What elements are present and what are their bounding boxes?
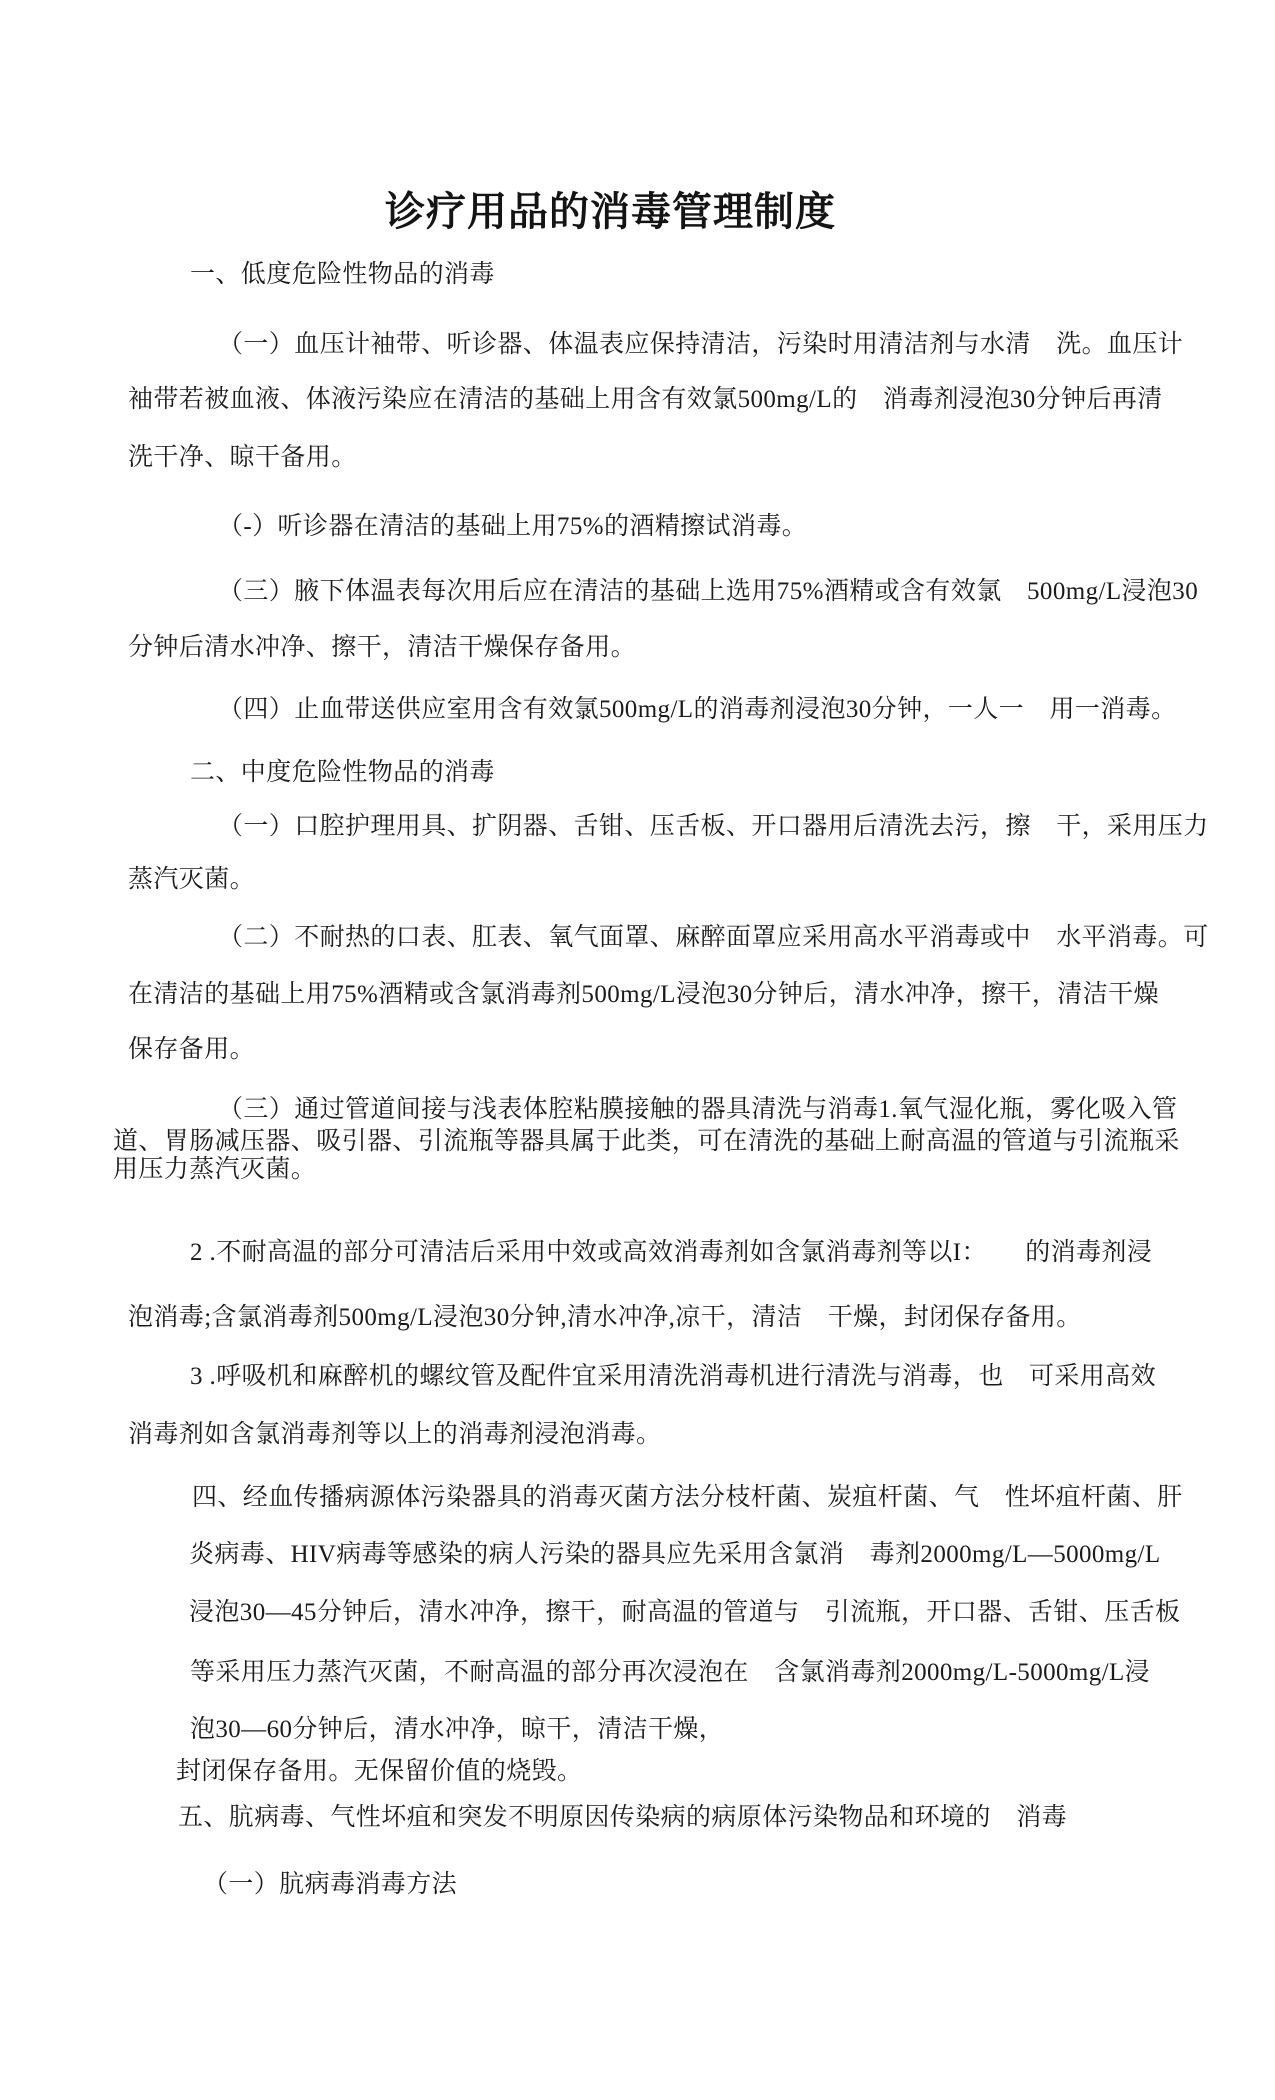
- paragraph-line: 等采用压力蒸汽灭菌，不耐高温的部分再次浸泡在 含氯消毒剂2000mg/L-5000mg/L浸: [190, 1659, 1151, 1686]
- paragraph-line: （-）听诊器在清洁的基础上用75%的酒精擦试消毒。: [218, 513, 808, 540]
- paragraph-line: 用压力蒸汽灭菌。: [113, 1156, 317, 1183]
- paragraph-line: （一）口腔护理用具、扩阴器、舌钳、压舌板、开口器用后清洗去污，擦 干，采用压力: [218, 813, 1209, 840]
- paragraph-line: （三）腋下体温表每次用后应在清洁的基础上选用75%酒精或含有效氯 500mg/L浸泡30: [218, 578, 1199, 605]
- paragraph-line: 蒸汽灭菌。: [128, 866, 256, 893]
- document-title: 诊疗用品的消毒管理制度: [385, 189, 836, 235]
- paragraph-line: 袖带若被血液、体液污染应在清洁的基础上用含有效氯500mg/L的 消毒剂浸泡30分钟后再清: [128, 386, 1163, 413]
- paragraph-line: 封闭保存备用。无保留价值的烧毁。: [176, 1758, 583, 1785]
- paragraph-line: 道、胃肠减压器、吸引器、引流瓶等器具属于此类，可在清洗的基础上耐高温的管道与引流瓶采: [113, 1128, 1180, 1155]
- paragraph-line: （三）通过管道间接与浅表体腔粘膜接触的器具清洗与消毒1.氧气湿化瓶，雾化吸入管: [218, 1096, 1178, 1123]
- paragraph-line: 浸泡30—45分钟后，清水冲净，擦干，耐高温的管道与 引流瓶，开口器、舌钳、压舌板: [189, 1599, 1181, 1626]
- paragraph-line: 在清洁的基础上用75%酒精或含氯消毒剂500mg/L浸泡30分钟后，清水冲净，擦干，清洁干燥: [128, 981, 1159, 1008]
- paragraph-line: 消毒剂如含氯消毒剂等以上的消毒剂浸泡消毒。: [128, 1421, 662, 1448]
- paragraph-line: 泡消毒;含氯消毒剂500mg/L浸泡30分钟,清水冲净,凉干，清洁 干燥，封闭保存备用。: [128, 1304, 1082, 1331]
- paragraph-line: 保存备用。: [128, 1036, 256, 1063]
- section-heading-4: 四、经血传播病源体污染器具的消毒灭菌方法分枝杆菌、炭疽杆菌、气 性坏疽杆菌、肝: [192, 1484, 1183, 1511]
- section-heading-2: 二、中度危险性物品的消毒: [190, 759, 495, 786]
- paragraph-line: 分钟后清水冲净、擦干，清洁干燥保存备用。: [128, 634, 637, 661]
- paragraph-line: （一）血压计袖带、听诊器、体温表应保持清洁，污染时用清洁剂与水清 洗。血压计: [218, 331, 1184, 358]
- section-heading-1: 一、低度危险性物品的消毒: [190, 261, 495, 288]
- paragraph-line: 洗干净、晾干备用。: [128, 444, 357, 471]
- section-heading-5: 五、肮病毒、气性坏疽和突发不明原因传染病的病原体污染物品和环境的 消毒: [178, 1804, 1068, 1831]
- numbered-item-3: 3 .呼吸机和麻醉机的螺纹管及配件宜采用清洗消毒机进行清洗与消毒，也 可采用高效: [190, 1363, 1157, 1390]
- paragraph-line: （一）肮病毒消毒方法: [203, 1871, 458, 1898]
- paragraph-line: （二）不耐热的口表、肛表、氧气面罩、麻醉面罩应采用高水平消毒或中 水平消毒。可: [218, 924, 1209, 951]
- paragraph-line: 炎病毒、HIV病毒等感染的病人污染的器具应先采用含氯消 毒剂2000mg/L—5000mg/L: [189, 1541, 1161, 1568]
- paragraph-line: 泡30—60分钟后，清水冲净，晾干，清洁干燥，: [190, 1716, 725, 1743]
- numbered-item-2: 2 .不耐高温的部分可清洁后采用中效或高效消毒剂如含氯消毒剂等以I： 的消毒剂浸: [190, 1239, 1153, 1266]
- paragraph-line: （四）止血带送供应室用含有效氯500mg/L的消毒剂浸泡30分钟，一人一 用一消毒。: [218, 696, 1177, 723]
